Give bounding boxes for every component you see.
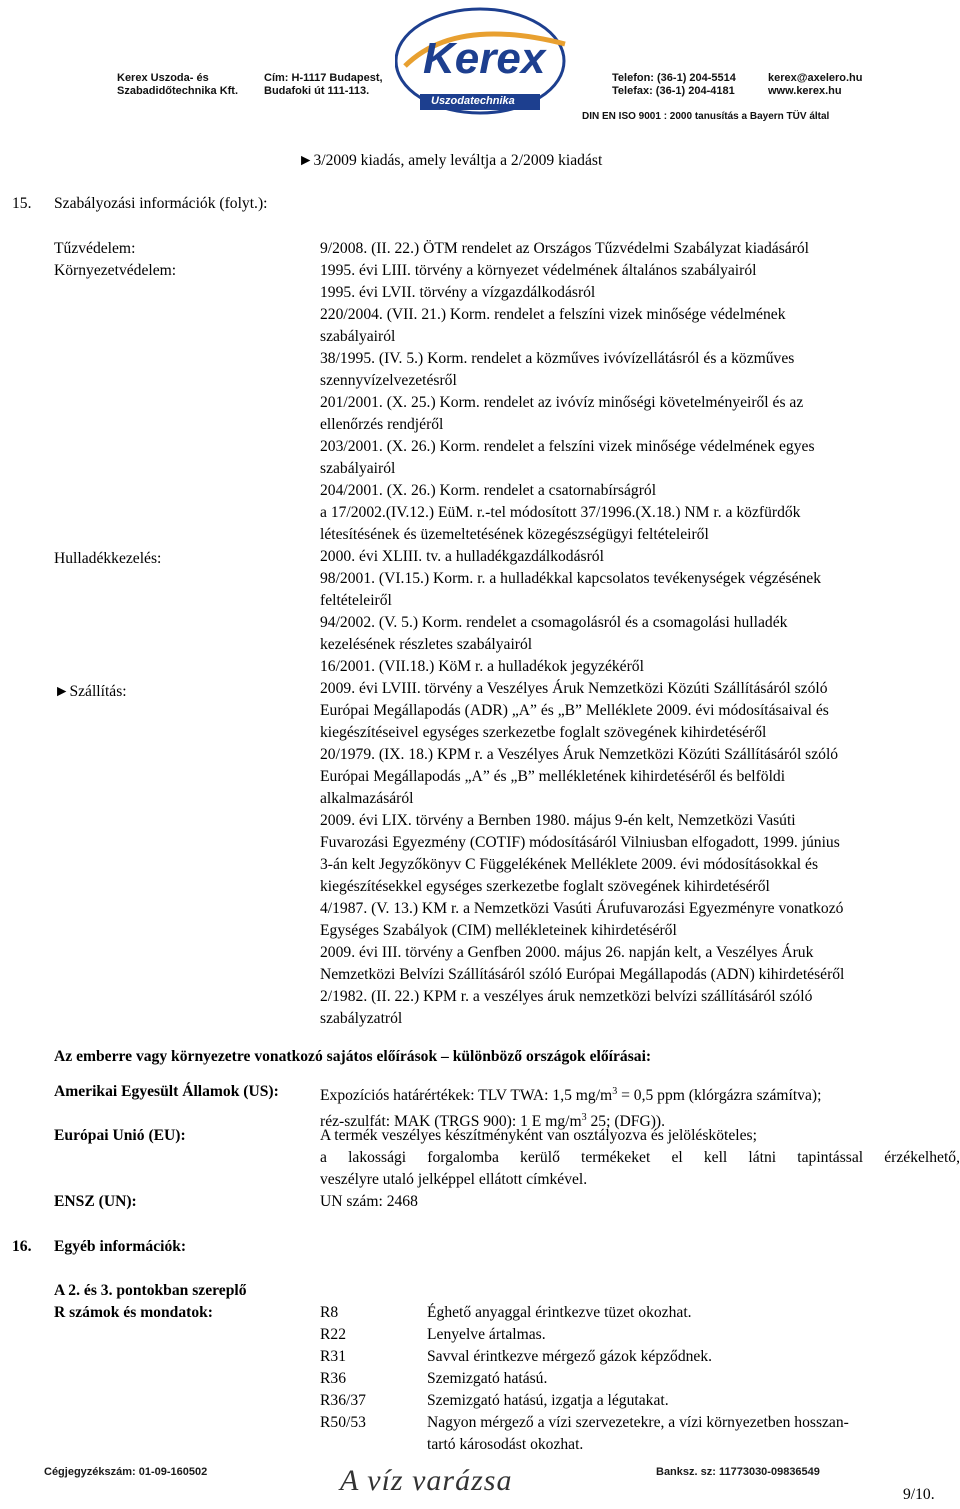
regulation-line: alkalmazásáról: [320, 790, 414, 807]
section-16-heading: 16. Egyéb információk:: [12, 1238, 187, 1255]
r-phrase-text: Éghető anyaggal érintkezve tüzet okozhat.: [427, 1304, 692, 1321]
label-fire-protection: Tűzvédelem:: [54, 240, 136, 257]
label-un: ENSZ (UN):: [54, 1193, 137, 1210]
regulation-line: 38/1995. (IV. 5.) Korm. rendelet a közműves ivóvízellátásról és a közműves: [320, 350, 795, 367]
regulation-line: szennyvízelvezetésről: [320, 372, 457, 389]
regulation-line: 2009. évi LVIII. törvény a Veszélyes Áruk Nemzetközi Közúti Szállításáról szóló: [320, 680, 828, 697]
regulation-line: szabályzatról: [320, 1010, 403, 1027]
regulation-line: 220/2004. (VII. 21.) Korm. rendelet a felszíni vizek minősége védelmének: [320, 306, 786, 323]
regulation-line: Fuvarozási Egyezmény (COTIF) módosításáról Vilniusban elfogadott, 1999. június: [320, 834, 840, 851]
label-eu: Európai Unió (EU):: [54, 1127, 186, 1144]
regulation-line: 204/2001. (X. 26.) Korm. rendelet a csatornabírságról: [320, 482, 657, 499]
regulation-line: 201/2001. (X. 25.) Korm. rendelet az ivóvíz minőségi követelményeiről és az: [320, 394, 804, 411]
regulation-line: kiegészítésekkel egységes szerkezetbe foglalt szövegének kihirdetéséről: [320, 878, 770, 895]
contact-email-web: kerex@axelero.hu www.kerex.hu: [768, 72, 863, 97]
logo-subtext: Uszodatechnika: [431, 95, 515, 107]
r-phrase-text: Szemizgató hatású.: [427, 1370, 548, 1387]
regulation-line: 9/2008. (II. 22.) ÖTM rendelet az Országos Tűzvédelmi Szabályzat kiadásáról: [320, 240, 810, 257]
regulation-line: 20/1979. (IX. 18.) KPM r. a Veszélyes Áruk Nemzetközi Közúti Szállításáról szóló: [320, 746, 839, 763]
regulation-line: ellenőrzés rendjéről: [320, 416, 444, 433]
pointer-arrow-icon: ►: [298, 152, 314, 169]
regulation-line: feltételeiről: [320, 592, 392, 609]
label-us: Amerikai Egyesült Államok (US):: [54, 1083, 279, 1100]
section-15-heading: 15. Szabályozási információk (folyt.):: [12, 195, 268, 212]
regulation-line: 94/2002. (V. 5.) Korm. rendelet a csomagolásról és a csomagolási hulladék: [320, 614, 788, 631]
r-phrase-code: R36/37: [320, 1392, 366, 1409]
bank-account: Banksz. sz: 11773030-09836549: [656, 1466, 820, 1478]
r-phrase-text: Szemizgató hatású, izgatja a légutakat.: [427, 1392, 669, 1409]
eu-classification: A termék veszélyes készítményként van osztályozva és jelölésköteles; a lakossági forgalomba kerülő termékeket el kell látni tapintással érzékelhető, veszélyre utaló jelképpel ellátott címkével.: [320, 1127, 960, 1188]
regulation-line: Nemzetközi Belvízi Szállításáról szóló Európai Megállapodás (ADN) kihirdetéséről: [320, 966, 845, 983]
regulation-line: kezelésének részletes szabályairól: [320, 636, 533, 653]
r-phrase-continuation: tartó károsodást okozhat.: [427, 1436, 584, 1453]
regulation-line: 16/2001. (VII.18.) KöM r. a hulladékok jegyzékéről: [320, 658, 644, 675]
company-name: Kerex Uszoda- és Szabadidőtechnika Kft.: [117, 72, 239, 97]
r-phrase-text: Lenyelve ártalmas.: [427, 1326, 546, 1343]
regulation-line: Európai Megállapodás (ADR) „A” és „B” Melléklete 2009. évi módosításaival és: [320, 702, 829, 719]
company-registry: Cégjegyzékszám: 01-09-160502: [44, 1466, 208, 1478]
contact-phone-fax: Telefon: (36-1) 204-5514 Telefax: (36-1) 204-4181: [612, 72, 736, 97]
kerex-logo: [395, 6, 570, 116]
iso-certification: DIN EN ISO 9001 : 2000 tanusítás a Bayern TÜV által: [582, 111, 830, 122]
label-transport: ►Szállítás:: [54, 683, 127, 700]
r-phrase-code: R31: [320, 1348, 346, 1365]
r-phrases-subtitle: A 2. és 3. pontokban szereplő R számok és mondatok:: [54, 1282, 247, 1321]
r-phrase-code: R8: [320, 1304, 339, 1321]
country-regulations-heading: Az emberre vagy környezetre vonatkozó sajátos előírások – különböző országok előírásai:: [54, 1048, 652, 1065]
us-exposure-limits: Expozíciós határértékek: TLV TWA: 1,5 $mg/m^3 = 0,5$ ppm (klórgázra számítva); réz-szulfát: MAK (TRGS 900): 1 E $mg/m^3$ 25; (DFG)).: [320, 1086, 822, 1131]
regulation-line: Egységes Szabályok (CIM) mellékleteinek kihirdetéséről: [320, 922, 677, 939]
r-phrase-code: R36: [320, 1370, 346, 1387]
logo-text: Kerex: [423, 34, 546, 83]
pointer-arrow-icon: ►: [54, 683, 70, 700]
regulation-line: 1995. évi LIII. törvény a környezet védelmének általános szabályairól: [320, 262, 757, 279]
regulation-line: 98/2001. (VI.15.) Korm. r. a hulladékkal kapcsolatos tevékenységek végzésének: [320, 570, 822, 587]
label-waste: Hulladékkezelés:: [54, 550, 162, 567]
regulation-line: a 17/2002.(IV.12.) EüM. r.-tel módosított 37/1996.(X.18.) NM r. a közfürdők: [320, 504, 801, 521]
regulation-line: Európai Megállapodás „A” és „B” mellékletének kihirdetéséről és belföldi: [320, 768, 786, 785]
header: [0, 0, 960, 135]
label-environment: Környezetvédelem:: [54, 262, 177, 279]
un-number: UN szám: 2468: [320, 1193, 418, 1210]
regulation-line: 2000. évi XLIII. tv. a hulladékgazdálkodásról: [320, 548, 604, 565]
r-phrase-code: R50/53: [320, 1414, 366, 1431]
page-number: 9/10.: [903, 1486, 935, 1503]
regulations-list: [320, 238, 950, 1030]
edition-note: ►3/2009 kiadás, amely leváltja a 2/2009 kiadást: [298, 152, 603, 169]
regulation-line: 4/1987. (V. 13.) KM r. a Nemzetközi Vasúti Árufuvarozási Egyezményre vonatkozó: [320, 900, 844, 917]
r-phrase-text: Savval érintkezve mérgező gázok képződnek.: [427, 1348, 713, 1365]
r-phrase-code: R22: [320, 1326, 346, 1343]
footer-slogan: A víz varázsa: [340, 1464, 513, 1497]
regulation-line: 203/2001. (X. 26.) Korm. rendelet a felszíni vizek minősége védelmének egyes: [320, 438, 815, 455]
regulation-line: 2009. évi III. törvény a Genfben 2000. május 26. napján kelt, a Veszélyes Áruk: [320, 944, 814, 961]
r-phrase-text: Nagyon mérgező a vízi szervezetekre, a vízi környezetben hosszan-: [427, 1414, 849, 1431]
regulation-line: 3-án kelt Jegyzőkönyv C Függelékének Melléklete 2009. évi módosításokkal és: [320, 856, 819, 873]
company-address: Cím: H-1117 Budapest, Budafoki út 111-113.: [264, 72, 383, 97]
footer: [0, 1460, 960, 1509]
regulation-line: létesítésének és üzemeltetésének közegészségügyi feltételeiről: [320, 526, 709, 543]
regulation-line: szabályairól: [320, 328, 396, 345]
regulation-line: szabályairól: [320, 460, 396, 477]
regulation-line: 2/1982. (II. 22.) KPM r. a veszélyes áruk nemzetközi belvízi szállításáról szóló: [320, 988, 813, 1005]
regulation-line: 2009. évi LIX. törvény a Bernben 1980. május 9-én kelt, Nemzetközi Vasúti: [320, 812, 796, 829]
regulation-line: kiegészítéseivel egységes szerkezetbe foglalt szövegének kihirdetéséről: [320, 724, 767, 741]
regulation-line: 1995. évi LVII. törvény a vízgazdálkodásról: [320, 284, 596, 301]
